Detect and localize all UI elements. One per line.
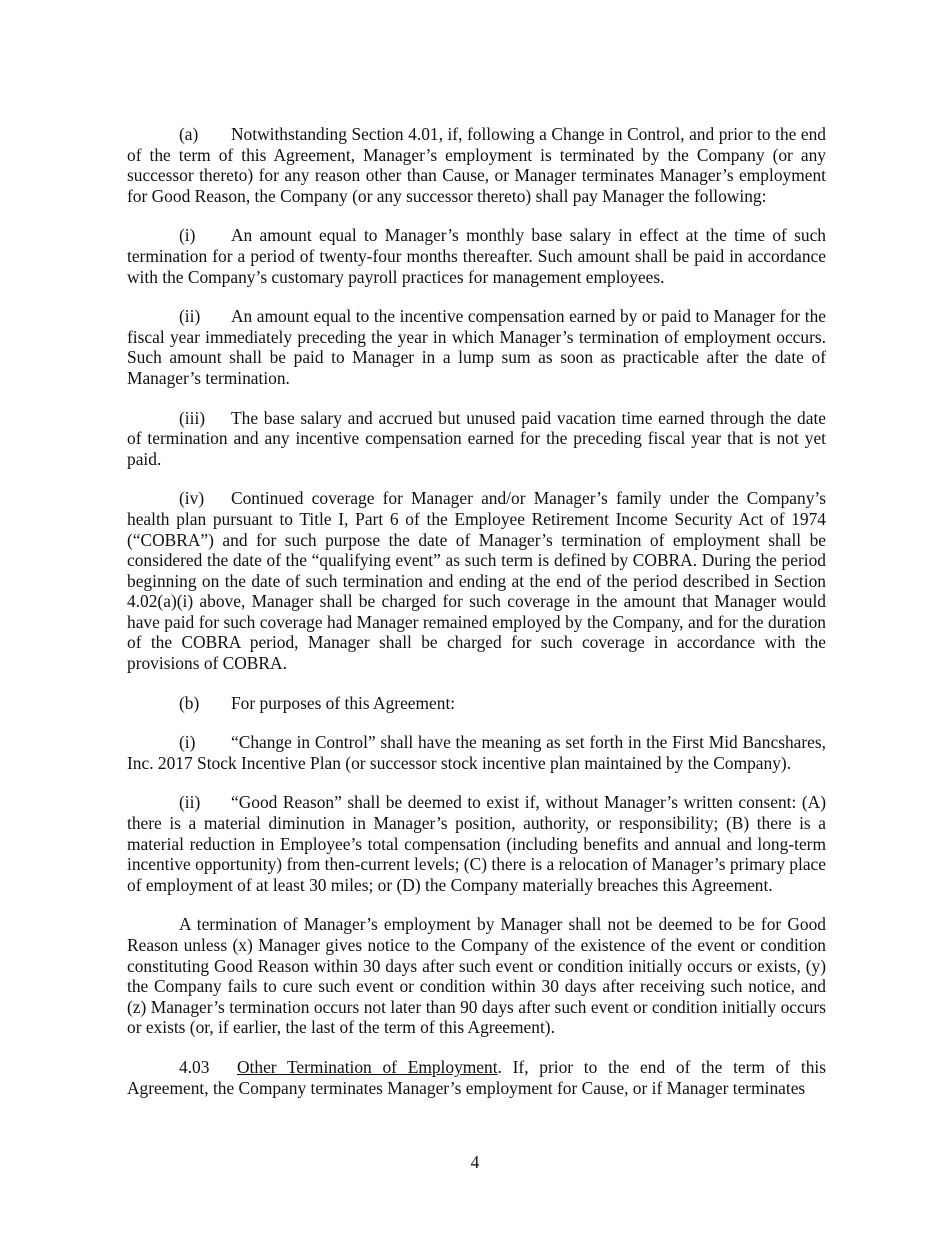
paragraph-text: An amount equal to the incentive compensation earned by or paid to Manager for the fiscal year immediately preceding the year in which Manager’s termination of employment occurs. Such amount shall be paid to Manager in a lump sum as soon as practicable after the date of Manager’s termination.	[127, 306, 826, 388]
paragraph-text: Continued coverage for Manager and/or Manager’s family under the Company’s health plan pursuant to Title I, Part 6 of the Employee Retirement Income Security Act of 1974 (“COBRA”) and for such purpose the date of Manager’s termination of employment shall be considered the date of the “qualifying event” as such term is defined by COBRA. During the period beginning on the date of such termination and ending at the end of the period described in Section 4.02(a)(i) above, Manager shall be charged for such coverage in the amount that Manager would have paid for such coverage had Manager remained employed by the Company, and for the duration of the COBRA period, Manager shall be charged for such coverage in accordance with the provisions of COBRA.	[127, 488, 826, 674]
paragraph-a-iv	[127, 488, 826, 673]
paragraph-b-ii	[127, 792, 826, 895]
paragraph-text: A termination of Manager’s employment by Manager shall not be deemed to be for Good Reason unless (x) Manager gives notice to the Company of the existence of the event or condition constituting Good Reason within 30 days after such event or condition initially occurs or exists, (y) the Company fails to cure such event or condition within 30 days after receiving such notice, and (z) Manager’s termination occurs not later than 90 days after such event or condition initially occurs or exists (or, if earlier, the last of the term of this Agreement).	[127, 914, 826, 1038]
paragraph-text: An amount equal to Manager’s monthly base salary in effect at the time of such termination for a period of twenty-four months thereafter. Such amount shall be paid in accordance with the Company’s customary payroll practices for management employees.	[127, 225, 826, 287]
paragraph-label: (i)	[179, 732, 196, 753]
paragraph-text: The base salary and accrued but unused paid vacation time earned through the date of termination and any incentive compensation earned for the preceding fiscal year that is not yet paid.	[127, 407, 826, 469]
paragraph-b	[127, 693, 826, 714]
section-text: . If, prior to the end of the term of this Agreement, the Company terminates Manager’s employment for Cause, or if Manager terminates	[127, 1056, 827, 1098]
document-body	[127, 124, 826, 1117]
paragraph-good-reason-notice	[127, 914, 826, 1038]
paragraph-text: Notwithstanding Section 4.01, if, following a Change in Control, and prior to the end of the term of this Agreement, Manager’s employment is terminated by the Company (or any successor thereto) for any reason other than Cause, or Manager terminates Manager’s employment for Good Reason, the Company (or any successor thereto) shall pay Manager the following:	[127, 124, 826, 206]
page-number: 4	[470, 1152, 480, 1172]
paragraph-a	[127, 124, 826, 206]
paragraph-label: (ii)	[179, 792, 201, 813]
paragraph-a-iii	[127, 408, 826, 470]
paragraph-label: (iv)	[179, 488, 205, 509]
paragraph-label: (iii)	[179, 407, 206, 428]
paragraph-b-i	[127, 732, 826, 773]
paragraph-label: (ii)	[179, 306, 201, 327]
paragraph-text: “Good Reason” shall be deemed to exist if, without Manager’s written consent: (A) there is a material diminution in Manager’s position, authority, or responsibility; (B) there is a material reduction in Employee’s total compensation (including benefits and annual and long-term incentive opportunity) from then-current levels; (C) there is a relocation of Manager’s primary place of employment of at least 30 miles; or (D) the Company materially breaches this Agreement.	[127, 792, 826, 895]
section-heading: Other Termination of Employment	[237, 1056, 498, 1077]
paragraph-label: (a)	[179, 124, 199, 144]
section-4-03	[127, 1057, 826, 1098]
section-number: 4.03	[179, 1056, 210, 1077]
paragraph-a-i	[127, 225, 826, 287]
paragraph-text: “Change in Control” shall have the meaning as set forth in the First Mid Bancshares, Inc. 2017 Stock Incentive Plan (or successor stock incentive plan maintained by the Company).	[127, 732, 826, 773]
paragraph-a-ii	[127, 306, 826, 388]
paragraph-label: (b)	[179, 692, 200, 713]
paragraph-label: (i)	[179, 225, 196, 246]
paragraph-text: For purposes of this Agreement:	[231, 692, 456, 713]
